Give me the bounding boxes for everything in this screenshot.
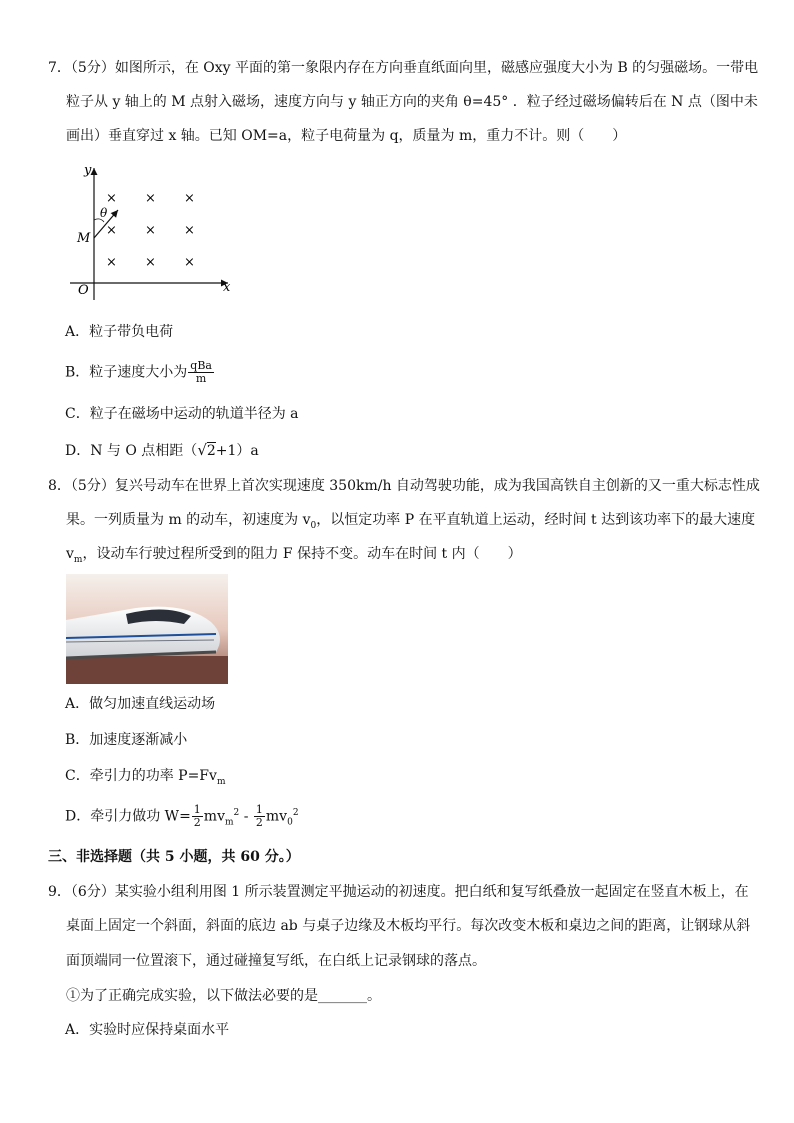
field-cross: × bbox=[184, 255, 195, 270]
field-cross: × bbox=[106, 223, 117, 238]
field-cross: × bbox=[184, 223, 195, 238]
field-cross: × bbox=[145, 255, 156, 270]
field-cross: × bbox=[145, 223, 156, 238]
q9-line-1: 9．（6分）某实验小组利用图 1 所示装置测定平抛运动的初速度。把白纸和复写纸叠放一起固定在竖直木板上，在 bbox=[48, 884, 749, 900]
q7-option-a: A．粒子带负电荷 bbox=[65, 324, 174, 340]
q7-line-1: 7．（5分）如图所示，在 Oxy 平面的第一象限内存在方向垂直纸面向里，磁感应强度大小为 B 的匀强磁场。一带电 bbox=[48, 60, 759, 76]
q9-line-3: 面顶端同一位置滚下，通过碰撞复写纸，在白纸上记录钢球的落点。 bbox=[66, 953, 486, 969]
field-cross: × bbox=[184, 191, 195, 206]
origin-label: O bbox=[78, 283, 89, 298]
q9-subquestion-1: ①为了正确完成实验，以下做法必要的是_______。 bbox=[66, 988, 381, 1004]
q8-option-c: C．牵引力的功率 $P=Fv_m$ bbox=[65, 768, 226, 787]
section-heading: 三、非选择题（共 5 小题，共 60 分。） bbox=[48, 849, 300, 865]
y-axis-label: y bbox=[84, 163, 92, 178]
q9-line-2: 桌面上固定一个斜面，斜面的底边 ab 与桌子边缘及木板均平行。每次改变木板和桌边之间的距离，让钢球从斜 bbox=[66, 918, 751, 934]
q8-option-d: D．牵引力做功 W= $\frac{1}{2}$ $mv_m^2$ - $\frac{1}{2}$ $mv_0^2$ bbox=[65, 803, 299, 830]
fraction: $\frac{1}{2}$ bbox=[255, 803, 263, 830]
magnetic-field-figure bbox=[66, 160, 246, 302]
field-cross: × bbox=[106, 255, 117, 270]
bullet-train-photo bbox=[66, 574, 228, 684]
q8-option-a: A．做匀加速直线运动场 bbox=[65, 696, 216, 712]
q7-option-d: D．N 与 O 点相距（√2+1）a bbox=[65, 441, 259, 459]
fraction: $\frac{1}{2}$ bbox=[193, 803, 201, 830]
q7-line-2: 粒子从 y 轴上的 M 点射入磁场，速度方向与 y 轴正方向的夹角 θ=45° ．粒子经过磁场偏转后在 N 点（图中未 bbox=[66, 94, 758, 110]
q9-option-a: A．实验时应保持桌面水平 bbox=[65, 1022, 230, 1038]
fraction: $\frac{\text{qBa}}{m}$ bbox=[190, 359, 212, 385]
field-cross: × bbox=[145, 191, 156, 206]
q8-line-1: 8．（5分）复兴号动车在世界上首次实现速度 350km/h 自动驾驶功能，成为我国高铁自主创新的又一重大标志性成 bbox=[48, 478, 760, 494]
q7-line-3: 画出）垂直穿过 x 轴。已知 OM=a，粒子电荷量为 q，质量为 m，重力不计。则（ ） bbox=[66, 128, 627, 144]
q7-option-c: C．粒子在磁场中运动的轨道半径为 a bbox=[65, 406, 299, 422]
q8-line-2: 果。一列质量为 m 的动车，初速度为 $v_0$，以恒定功率 P 在平直轨道上运动，经时间 t 达到该功率下的最大速度 bbox=[66, 512, 756, 531]
q8-line-3: $v_m$，设动车行驶过程所受到的阻力 F 保持不变。动车在时间 t 内（ ） bbox=[66, 546, 522, 565]
q8-option-b: B．加速度逐渐减小 bbox=[65, 732, 188, 748]
theta-label: θ bbox=[100, 206, 108, 220]
field-cross: × bbox=[106, 191, 117, 206]
point-m-label: M bbox=[77, 231, 91, 246]
q7-option-b: B．粒子速度大小为 $\frac{\text{qBa}}{m}$ bbox=[65, 359, 212, 385]
x-axis-label: x bbox=[223, 280, 231, 295]
field-crosses bbox=[106, 191, 195, 270]
